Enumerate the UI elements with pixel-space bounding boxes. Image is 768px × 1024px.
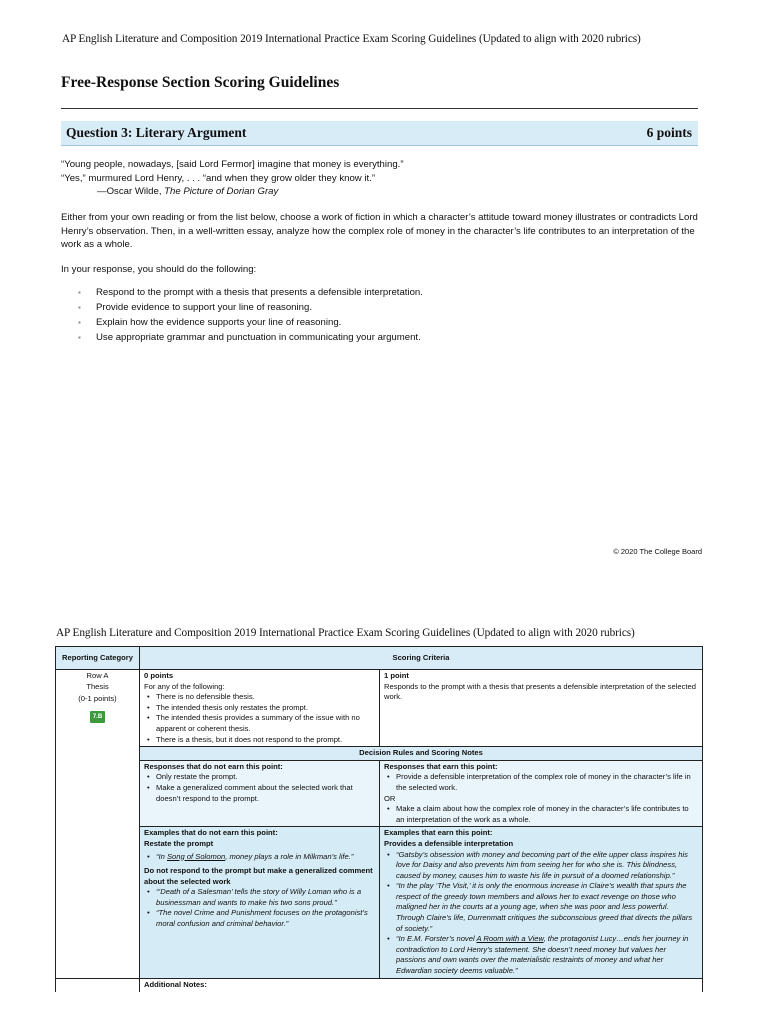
list-item: ▪ Use appropriate grammar and punctuation in communicating your argument. [78, 330, 423, 345]
example-text: “In E.M. Forster’s novel [396, 934, 477, 944]
scoring-table [55, 646, 703, 992]
question-title: Question 3: Literary Argument [66, 125, 247, 140]
list-item: • Provide a defensible interpretation of the complex role of money in the character’s life in the selected work. [396, 772, 698, 793]
decision-rules-header: Decision Rules and Scoring Notes [140, 747, 703, 761]
list-item: • The intended thesis only restates the prompt. [156, 703, 375, 714]
example-text: , money plays a role in Milkman’s life.” [225, 851, 354, 861]
zero-points-intro: For any of the following: [144, 681, 225, 691]
examples-earn-cell [380, 827, 703, 978]
no-earn-cell [140, 760, 380, 827]
quote-attribution [61, 185, 701, 199]
list-item: • Make a claim about how the complex role of money in the character’s life contributes to an interpretation of the work as a whole. [396, 804, 698, 825]
row-label: Row A [86, 671, 109, 680]
page2-running-header: AP English Literature and Composition 2019 International Practice Exam Scoring Guidelines (Updated to align with 2020 rubrics) [56, 627, 635, 639]
earn-title: Responses that earn this point: [384, 761, 498, 771]
instructions-text: In your response, you should do the following: [61, 264, 257, 275]
skill-badge: 7.B [90, 711, 105, 724]
row-points: (0-1 points) [78, 694, 117, 704]
no-earn-list [144, 772, 375, 804]
epigraph-quote [61, 158, 701, 199]
no-earn-title: Responses that do not earn this point: [144, 761, 283, 771]
examples-no-earn-sub2: Do not respond to the prompt but make a generalized comment about the selected work [144, 866, 373, 886]
question-points: 6 points [646, 125, 692, 140]
list-item: ▪ Respond to the prompt with a thesis that presents a defensible interpretation. [78, 285, 423, 300]
section-title: Free-Response Section Scoring Guidelines [61, 74, 340, 91]
examples-no-earn-list-1 [144, 852, 375, 863]
list-item [156, 852, 375, 863]
examples-no-earn-list-2 [144, 887, 375, 929]
list-item: • The intended thesis provides a summary of the issue with no apparent or coherent thesis. [156, 713, 375, 734]
quote-line-2: “Yes,” murmured Lord Henry, . . . “and when they grow older they know it.” [61, 172, 376, 184]
zero-points-list [144, 692, 375, 745]
earn-list-2 [384, 804, 698, 825]
list-item [396, 934, 698, 976]
examples-no-earn-title: Examples that do not earn this point: [144, 828, 278, 838]
earn-cell [380, 760, 703, 827]
quote-line-1: “Young people, nowadays, [said Lord Fermor] imagine that money is everything.” [61, 159, 404, 170]
list-item: ▪ Provide evidence to support your line of reasoning. [78, 300, 423, 315]
one-point-cell [380, 670, 703, 747]
list-item: • “Gatsby’s obsession with money and becoming part of the elite upper class inspires his love for Daisy and also prevents him from seeing her for who she is. This blindness, caused by money, causes him to waste his life in pursuit of a doomed relationship.” [396, 850, 698, 882]
row-category-cell [56, 670, 140, 979]
examples-earn-sub: Provides a defensible interpretation [384, 838, 514, 848]
additional-notes: Additional Notes: [140, 978, 703, 992]
prompt-paragraph: Either from your own reading or from the list below, choose a work of fiction in which a character’s attitude toward money illustrates or contradicts Lord Henry’s observation. Then, in a well-written essay, analyze how the complex role of money in the character’s life contributes to an interpretation of the work as a whole. [61, 212, 698, 250]
earn-list-1 [384, 772, 698, 793]
earn-or: OR [384, 793, 396, 803]
list-item: • There is a thesis, but it does not respond to the prompt. [156, 735, 375, 746]
page1-running-header: AP English Literature and Composition 2019 International Practice Exam Scoring Guidelines (Updated to align with 2020 rubrics) [62, 33, 641, 45]
example-text: “In [156, 851, 167, 861]
question-title-bar [61, 121, 698, 146]
list-item: • “’Death of a Salesman’ tells the story of Willy Loman who is a businessman and wants to make his two sons proud.” [156, 887, 375, 908]
list-item: • There is no defensible thesis. [156, 692, 375, 703]
example-title: Song of Solomon [166, 851, 226, 861]
quote-author: —Oscar Wilde, [97, 186, 165, 197]
examples-earn-title: Examples that earn this point: [384, 828, 493, 838]
list-item: • “The novel Crime and Punishment focuses on the protagonist’s moral confusion and criminal behavior.” [156, 908, 375, 929]
list-item: ▪ Explain how the evidence supports your line of reasoning. [78, 315, 423, 330]
examples-no-earn-cell [140, 827, 380, 978]
examples-earn-list [384, 850, 698, 977]
example-text: , the protagonist Lucy…ends her journey in contradiction to Lord Henry’s statement. She doesn’t need money but values her passions and own wants over the materialistic restraints of money and what her Edwardian society deems valuable.” [396, 934, 689, 976]
copyright-notice: © 2020 The College Board [613, 547, 702, 556]
instruction-list [78, 285, 423, 345]
quote-work-title: The Picture of Dorian Gray [164, 186, 279, 197]
list-item: • “In the play ‘The Visit,’ it is only the enormous increase in Claire’s wealth that spurs the respect of the greedy town members and allows her to exact revenge on those who maligned her in the courts at a young age, when she was poor and less powerful. Through Claire’s life, Durrenmatt critiques the subconscious greed that directs the pillars of society.” [396, 881, 698, 934]
one-point-text: Responds to the prompt with a thesis that presents a defensible interpretation of the selected work. [384, 681, 696, 702]
reporting-category-header: Reporting Category [56, 647, 140, 670]
zero-points-title: 0 points [144, 671, 174, 680]
example-title: A Room with a View [476, 934, 544, 944]
examples-no-earn-sub1: Restate the prompt [144, 838, 214, 848]
divider [61, 108, 698, 109]
zero-points-cell [140, 670, 380, 747]
list-item: • Only restate the prompt. [156, 772, 375, 783]
scoring-criteria-header: Scoring Criteria [140, 647, 703, 670]
list-item: • Make a generalized comment about the selected work that doesn’t respond to the prompt. [156, 783, 375, 804]
one-point-title: 1 point [384, 671, 409, 680]
row-name: Thesis [86, 681, 109, 691]
